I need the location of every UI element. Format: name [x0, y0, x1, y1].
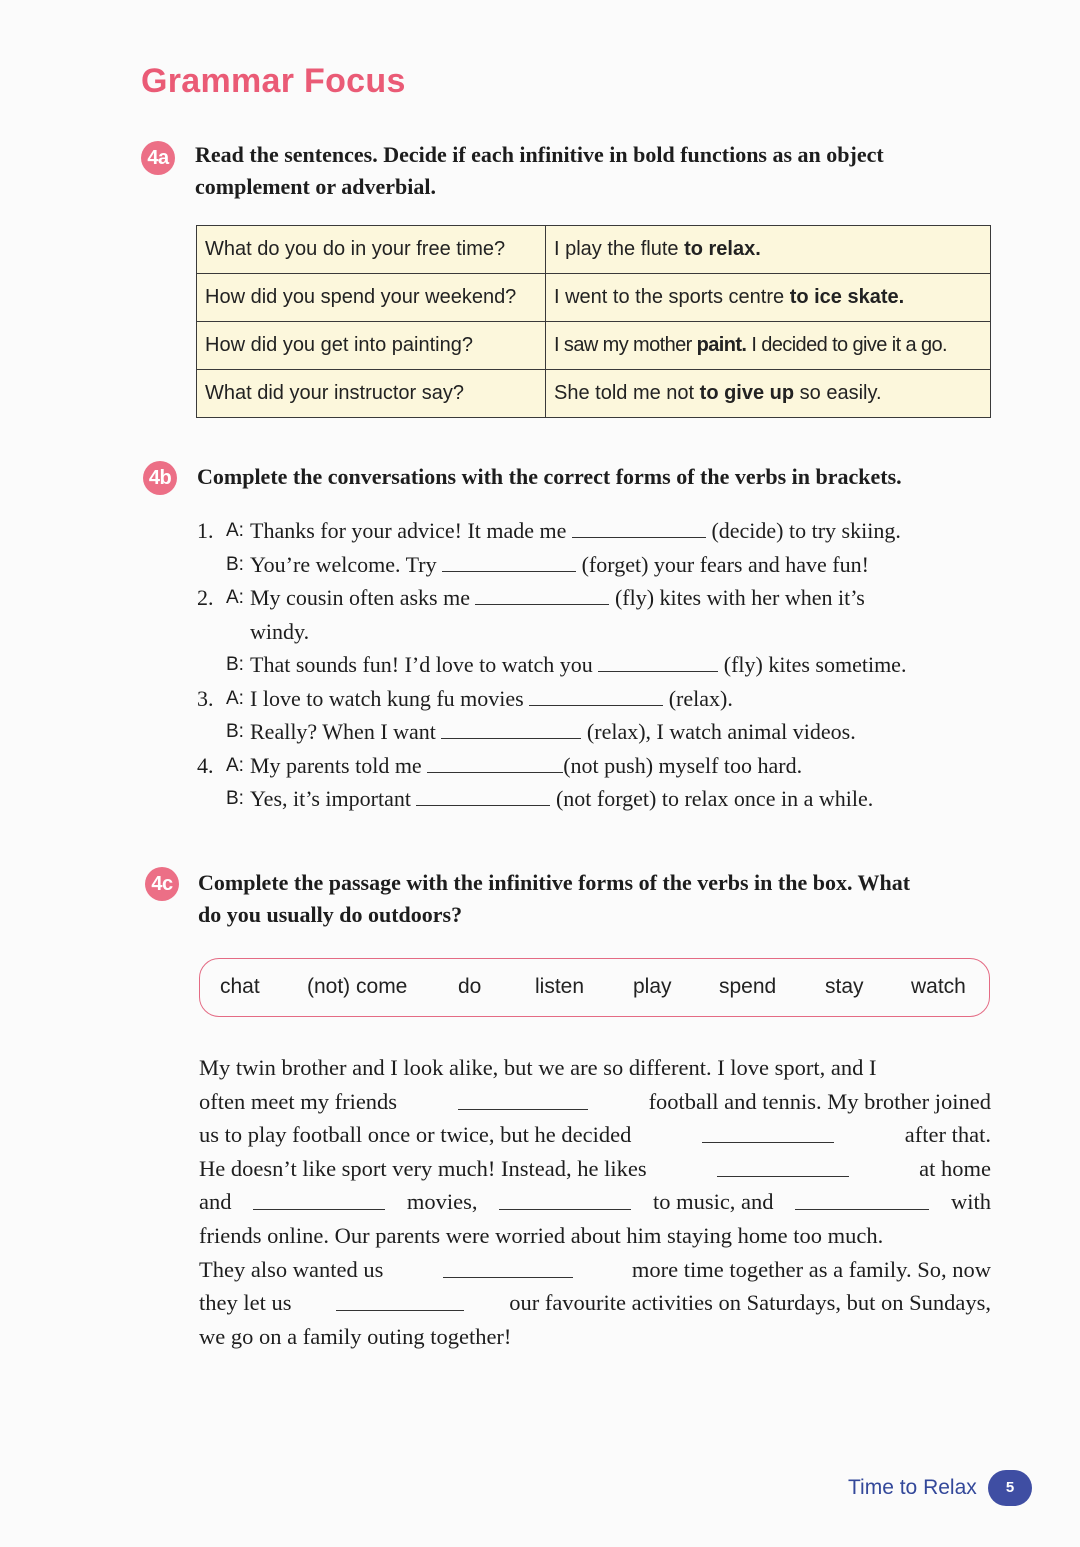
exercise-badge-4c: 4c	[145, 867, 179, 901]
word-option: play	[633, 975, 672, 998]
passage-line	[199, 1118, 991, 1152]
instruction-4b	[197, 461, 902, 493]
unit-title: Time to Relax	[848, 1476, 977, 1499]
item-number: 3.	[197, 685, 214, 711]
page-number: 5	[988, 1470, 1032, 1506]
passage-line	[199, 1286, 991, 1320]
answer-text: so easily.	[794, 382, 882, 404]
conversation-list	[197, 514, 997, 816]
answer-blank[interactable]	[441, 716, 581, 739]
word-option: watch	[911, 975, 966, 998]
word-option: spend	[719, 975, 777, 998]
answer-blank[interactable]	[717, 1152, 849, 1177]
speaker-label: A:	[226, 520, 244, 541]
passage-text: often meet my friends	[199, 1088, 398, 1114]
passage-line	[199, 1185, 991, 1219]
passage-text: to music, and	[652, 1189, 774, 1215]
answer-cell	[546, 322, 991, 370]
passage-text: us to play football once or twice, but he decided	[199, 1122, 632, 1148]
word-option: chat	[220, 975, 260, 998]
passage-line	[199, 1085, 991, 1119]
line-text: Really? When I want	[250, 719, 436, 744]
line-text: My cousin often asks me	[250, 585, 470, 610]
passage-text: they let us	[199, 1290, 292, 1316]
item-number: 4.	[197, 752, 214, 778]
item-number: 1.	[197, 518, 214, 543]
speaker-label: A:	[226, 687, 244, 709]
answer-blank[interactable]	[336, 1286, 464, 1311]
answer-blank[interactable]	[572, 515, 706, 538]
instruction-line: do you usually do outdoors?	[198, 902, 463, 927]
question-cell: How did you get into painting?	[197, 322, 546, 370]
speaker-label: A:	[226, 754, 244, 776]
line-text: (decide) to try skiing.	[711, 518, 901, 543]
instruction-4c	[198, 867, 910, 931]
answer-blank[interactable]	[499, 1185, 631, 1210]
question-cell: What do you do in your free time?	[197, 226, 546, 274]
page-title: Grammar Focus	[141, 62, 406, 100]
exercise-badge-4b: 4b	[143, 461, 177, 495]
answer-cell	[546, 370, 991, 418]
line-text: Thanks for your advice! It made me	[250, 518, 567, 543]
line-text: (relax).	[668, 685, 733, 711]
line-text: (fly) kites sometime.	[723, 652, 907, 677]
item-number: 2.	[197, 585, 214, 610]
line-text: I love to watch kung fu movies	[250, 685, 524, 711]
line-text: You’re welcome. Try	[250, 551, 437, 577]
bold-infinitive: to give up	[699, 382, 795, 404]
answer-blank[interactable]	[458, 1085, 588, 1110]
table-row	[197, 370, 991, 418]
conversation-line	[197, 782, 997, 816]
bold-infinitive: paint.	[696, 334, 747, 356]
passage-text: at home	[919, 1155, 991, 1181]
passage	[199, 1051, 991, 1353]
question-cell: What did your instructor say?	[197, 370, 546, 418]
answer-text: I saw my mother	[554, 334, 697, 356]
instruction-line: Complete the passage with the infinitive forms of the verbs in the box. What	[198, 870, 911, 895]
answer-cell	[546, 226, 991, 274]
conversation-line	[197, 615, 997, 649]
passage-text: after that.	[904, 1122, 991, 1148]
line-text: My parents told me	[250, 752, 422, 778]
conversation-line	[197, 749, 997, 783]
bold-infinitive: to relax.	[684, 238, 761, 260]
word-option: stay	[825, 975, 864, 998]
word-option: listen	[535, 975, 585, 998]
passage-text: football and tennis. My brother joined	[648, 1088, 991, 1114]
line-text: (not push) myself too hard.	[563, 752, 803, 778]
word-option: (not) come	[307, 975, 408, 998]
sentence-table	[196, 225, 991, 418]
speaker-label: B:	[226, 788, 244, 809]
passage-text: He doesn’t like sport very much! Instead, he likes	[199, 1155, 647, 1181]
line-text: That sounds fun! I’d love to watch you	[250, 652, 593, 677]
line-text: windy.	[250, 618, 310, 644]
speaker-label: B:	[226, 721, 244, 742]
answer-blank[interactable]	[443, 1253, 573, 1278]
bold-infinitive: to ice skate.	[789, 286, 905, 308]
line-text: Yes, it’s important	[250, 786, 411, 811]
passage-text: with	[950, 1189, 991, 1215]
table-row	[197, 274, 991, 322]
speaker-label: B:	[226, 654, 244, 675]
passage-text: friends online. Our parents were worried about him staying home too much.	[199, 1222, 884, 1248]
answer-blank[interactable]	[427, 750, 563, 773]
conversation-line	[197, 682, 997, 716]
conversation-line	[197, 548, 997, 582]
answer-blank[interactable]	[529, 683, 663, 706]
answer-text: I play the flute	[554, 238, 685, 260]
passage-text: They also wanted us	[199, 1256, 384, 1282]
passage-text: our favourite activities on Saturdays, but on Sundays,	[509, 1290, 991, 1316]
conversation-line	[197, 715, 997, 749]
instruction-line: Read the sentences. Decide if each infinitive in bold functions as an object	[195, 142, 884, 167]
answer-cell	[546, 274, 991, 322]
passage-line	[199, 1219, 991, 1253]
passage-text: more time together as a family. So, now	[631, 1256, 991, 1282]
table-row	[197, 322, 991, 370]
answer-blank[interactable]	[795, 1185, 929, 1210]
speaker-label: B:	[226, 553, 244, 575]
answer-blank[interactable]	[702, 1118, 834, 1143]
answer-blank[interactable]	[475, 582, 609, 605]
line-text: (relax), I watch animal videos.	[586, 719, 856, 744]
question-cell: How did you spend your weekend?	[197, 274, 546, 322]
line-text: (fly) kites with her when it’s	[614, 585, 865, 610]
passage-line	[199, 1320, 991, 1354]
instruction-4a	[195, 139, 884, 203]
conversation-line	[197, 648, 997, 682]
passage-text: and	[199, 1189, 232, 1215]
conversation-line	[197, 581, 997, 615]
answer-text: She told me not	[554, 382, 700, 404]
conversation-line	[197, 514, 997, 548]
answer-blank[interactable]	[442, 549, 576, 572]
instruction-line: complement or adverbial.	[195, 174, 436, 199]
exercise-badge-4a: 4a	[141, 141, 175, 175]
table-row	[197, 226, 991, 274]
speaker-label: A:	[226, 587, 244, 608]
word-option: do	[458, 975, 482, 998]
answer-blank[interactable]	[416, 783, 550, 806]
passage-line	[199, 1253, 991, 1287]
passage-text: we go on a family outing together!	[199, 1323, 512, 1349]
passage-line	[199, 1051, 991, 1085]
line-text: (not forget) to relax once in a while.	[555, 786, 874, 811]
passage-line	[199, 1152, 991, 1186]
word-box	[199, 958, 990, 1017]
answer-blank[interactable]	[598, 649, 718, 672]
passage-text: My twin brother and I look alike, but we are so different. I love sport, and I	[199, 1055, 877, 1080]
answer-text: I decided to give it a go.	[746, 334, 947, 356]
answer-text: I went to the sports centre	[554, 286, 790, 308]
instruction-line: Complete the conversations with the correct forms of the verbs in brackets.	[197, 464, 902, 489]
passage-text: movies,	[406, 1189, 478, 1215]
answer-blank[interactable]	[253, 1185, 385, 1210]
line-text: (forget) your fears and have fun!	[581, 551, 869, 577]
